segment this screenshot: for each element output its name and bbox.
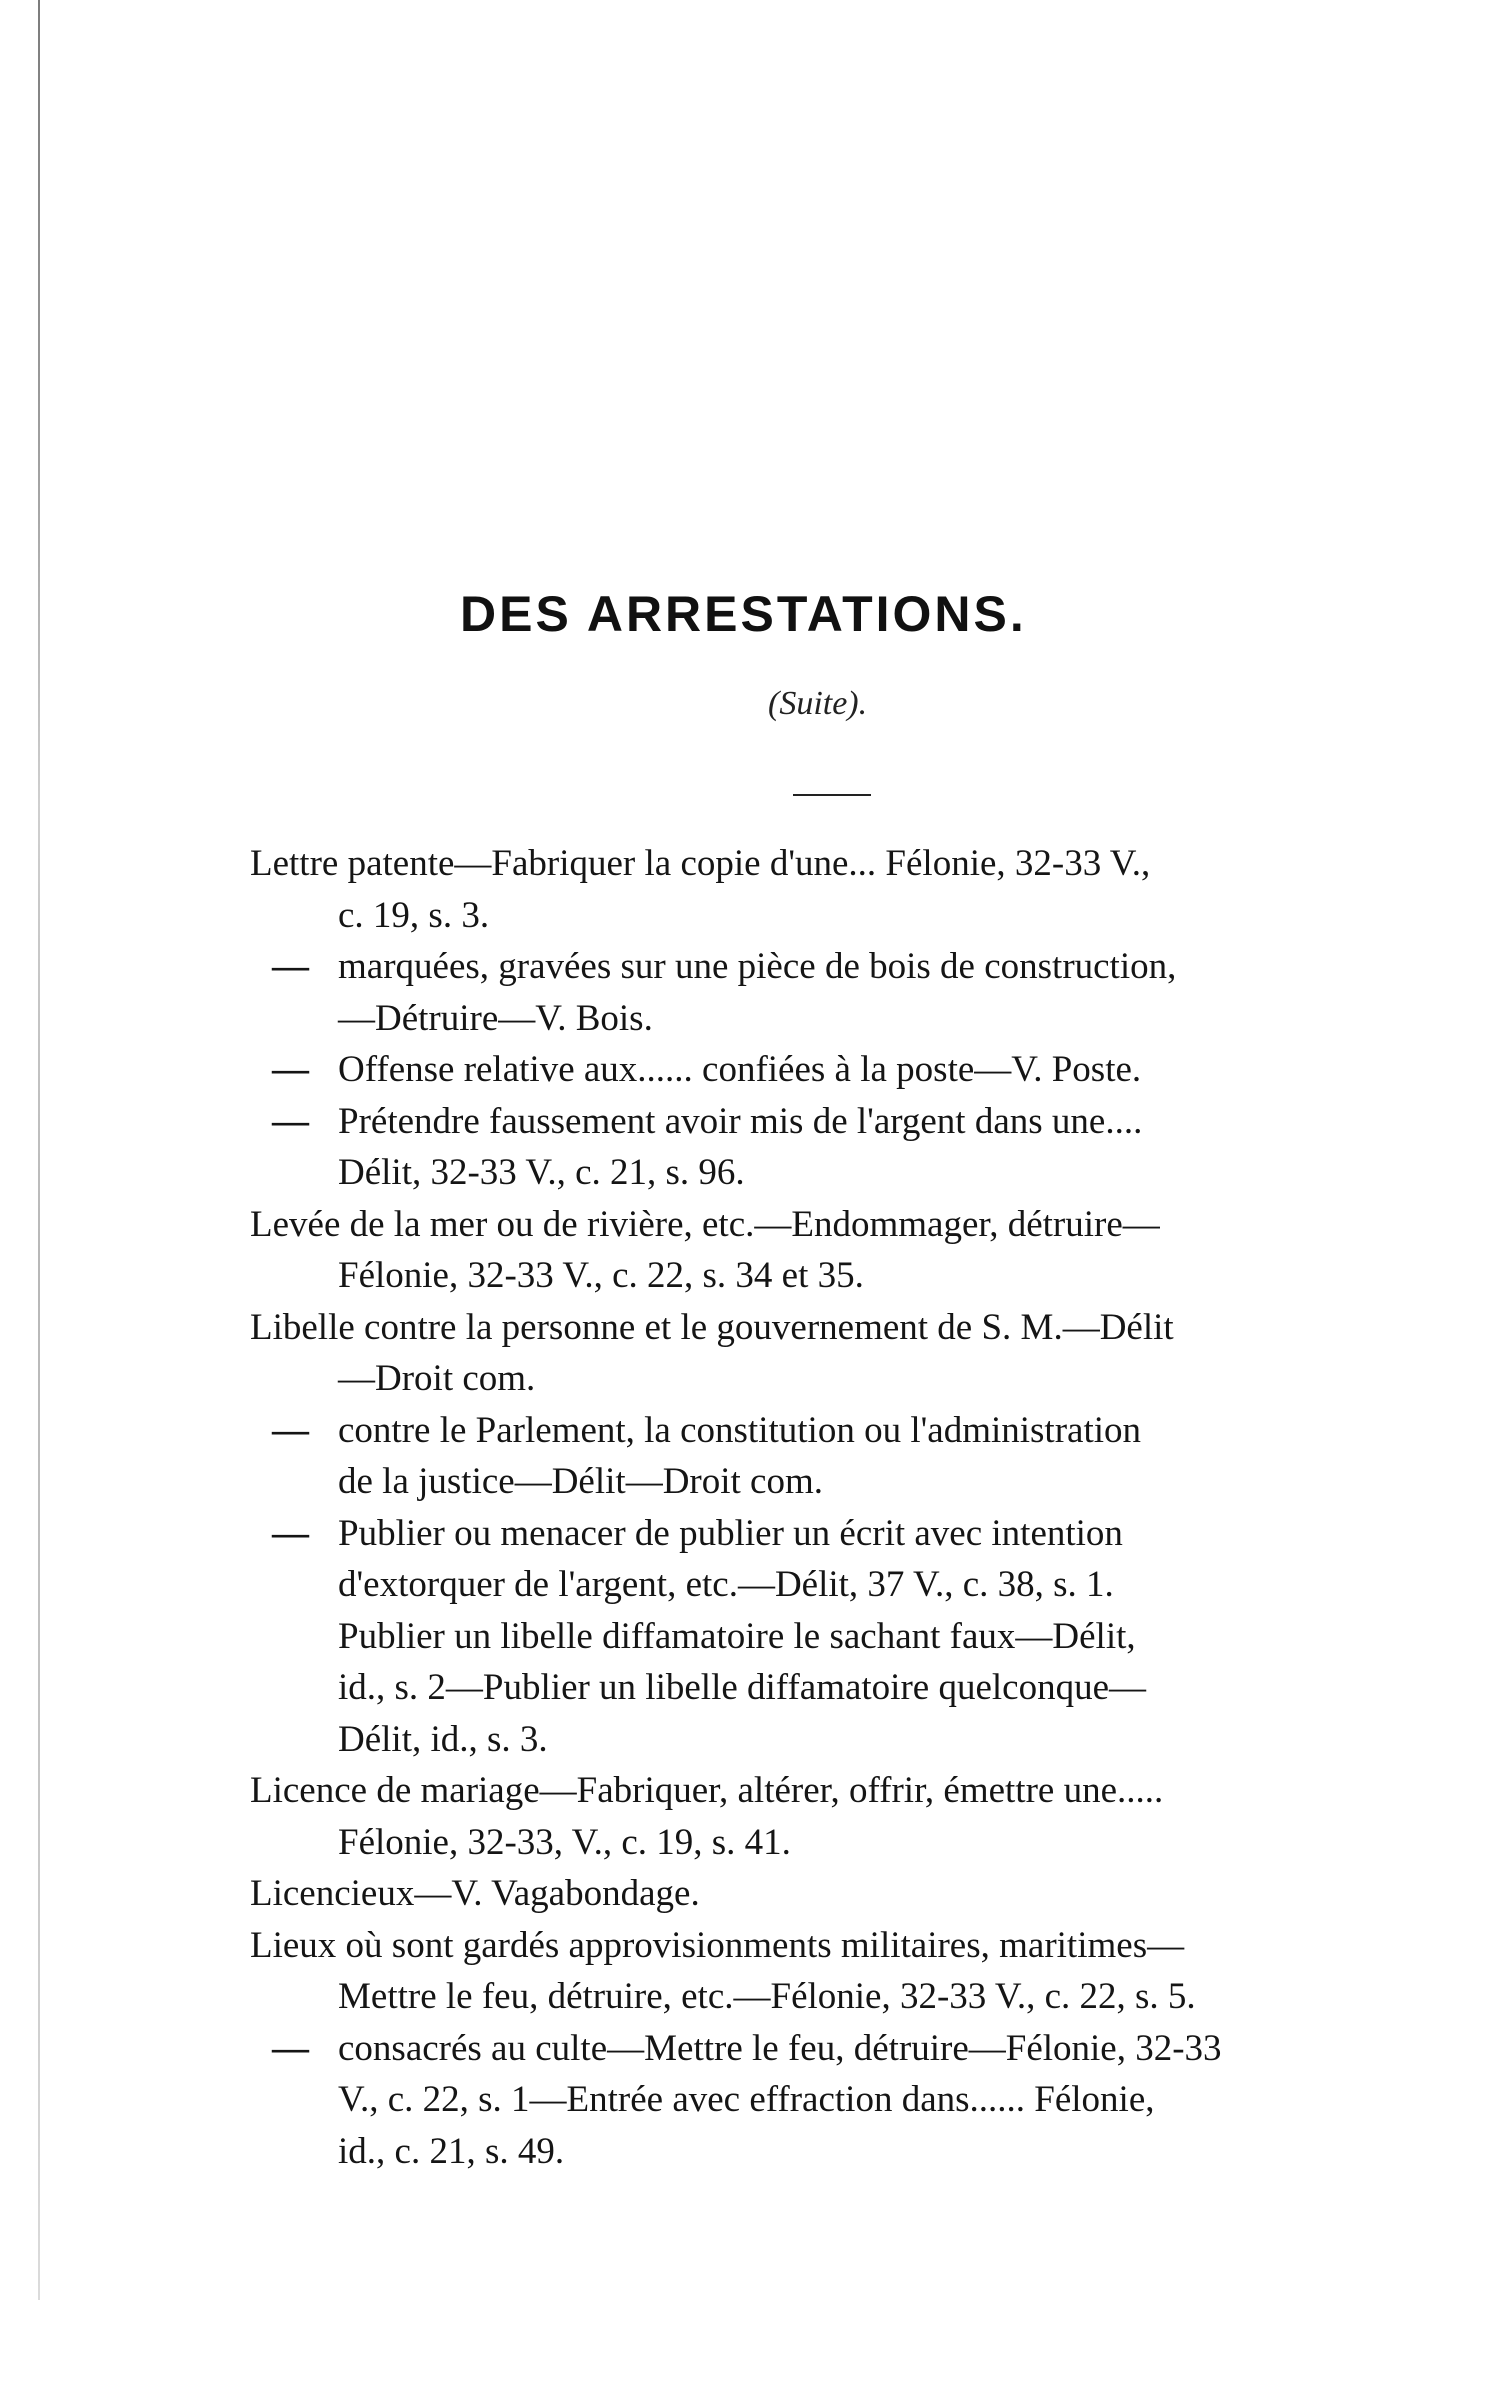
index-subentry-line: [250, 1044, 1420, 1096]
subentry-text: Publier ou menacer de publier un écrit avec intention: [338, 1512, 1123, 1554]
index-subentry-line: [250, 1508, 1420, 1560]
index-continuation-line: c. 19, s. 3.: [338, 894, 490, 936]
index-continuation-line: Délit, id., s. 3.: [338, 1718, 548, 1760]
index-continuation-line: Publier un libelle diffamatoire le sachant faux—Délit,: [338, 1615, 1136, 1657]
page-subtitle: (Suite).: [768, 685, 868, 722]
subentry-dash: —: [272, 1100, 309, 1142]
index-continuation-line: id., s. 2—Publier un libelle diffamatoire quelconque—: [338, 1667, 1147, 1708]
index-subentry-line: [250, 941, 1420, 993]
index-entry-line: Lettre patente—Fabriquer la copie d'une... Félonie, 32-33 V.,: [250, 843, 1151, 884]
index-entry-line: Licencieux—V. Vagabondage.: [250, 1873, 700, 1914]
subentry-text: marquées, gravées sur une pièce de bois de construction,: [338, 946, 1177, 987]
index-continuation-line: Félonie, 32-33, V., c. 19, s. 41.: [338, 1821, 791, 1863]
subentry-text: contre le Parlement, la constitution ou l'administration: [338, 1409, 1142, 1451]
subentry-dash: —: [272, 2027, 309, 2069]
subentry-text: Prétendre faussement avoir mis de l'argent dans une....: [338, 1100, 1143, 1142]
section-divider: [793, 794, 871, 796]
subentry-text: consacrés au culte—Mettre le feu, détruire—Félonie, 32-33: [338, 2027, 1222, 2069]
index-continuation-line: —Détruire—V. Bois.: [338, 997, 653, 1039]
index-entry-line: Libelle contre la personne et le gouvernement de S. M.—Délit: [250, 1306, 1174, 1348]
subentry-dash: —: [272, 1049, 309, 1090]
index-continuation-line: V., c. 22, s. 1—Entrée avec effraction dans...... Félonie,: [338, 2079, 1155, 2120]
index-continuation-line: id., c. 21, s. 49.: [338, 2130, 565, 2172]
index-continuation-line: Délit, 32-33 V., c. 21, s. 96.: [338, 1152, 745, 1193]
index-continuation-line: —Droit com.: [338, 1358, 536, 1399]
subentry-dash: —: [272, 1512, 309, 1554]
page-title: DES ARRESTATIONS.: [460, 586, 1027, 642]
index-continuation-line: d'extorquer de l'argent, etc.—Délit, 37 V., c. 38, s. 1.: [338, 1564, 1114, 1605]
index-continuation-line: de la justice—Délit—Droit com.: [338, 1461, 823, 1502]
index-entry-line: Levée de la mer ou de rivière, etc.—Endommager, détruire—: [250, 1203, 1160, 1245]
index-continuation-line: Félonie, 32-33 V., c. 22, s. 34 et 35.: [338, 1255, 864, 1296]
index-subentry-line: [250, 2023, 1420, 2075]
binding-edge-line: [38, 0, 40, 2300]
index-entries: [250, 838, 1420, 2177]
index-entry-line: Lieux où sont gardés approvisionments militaires, maritimes—: [250, 1924, 1185, 1966]
index-continuation-line: Mettre le feu, détruire, etc.—Félonie, 32-33 V., c. 22, s. 5.: [338, 1976, 1196, 2017]
index-subentry-line: [250, 1096, 1420, 1148]
subentry-dash: —: [272, 1409, 309, 1451]
index-entry-line: Licence de mariage—Fabriquer, altérer, offrir, émettre une.....: [250, 1770, 1164, 1811]
subentry-dash: —: [272, 946, 309, 987]
subentry-text: Offense relative aux...... confiées à la poste—V. Poste.: [338, 1049, 1142, 1090]
index-subentry-line: [250, 1405, 1420, 1457]
